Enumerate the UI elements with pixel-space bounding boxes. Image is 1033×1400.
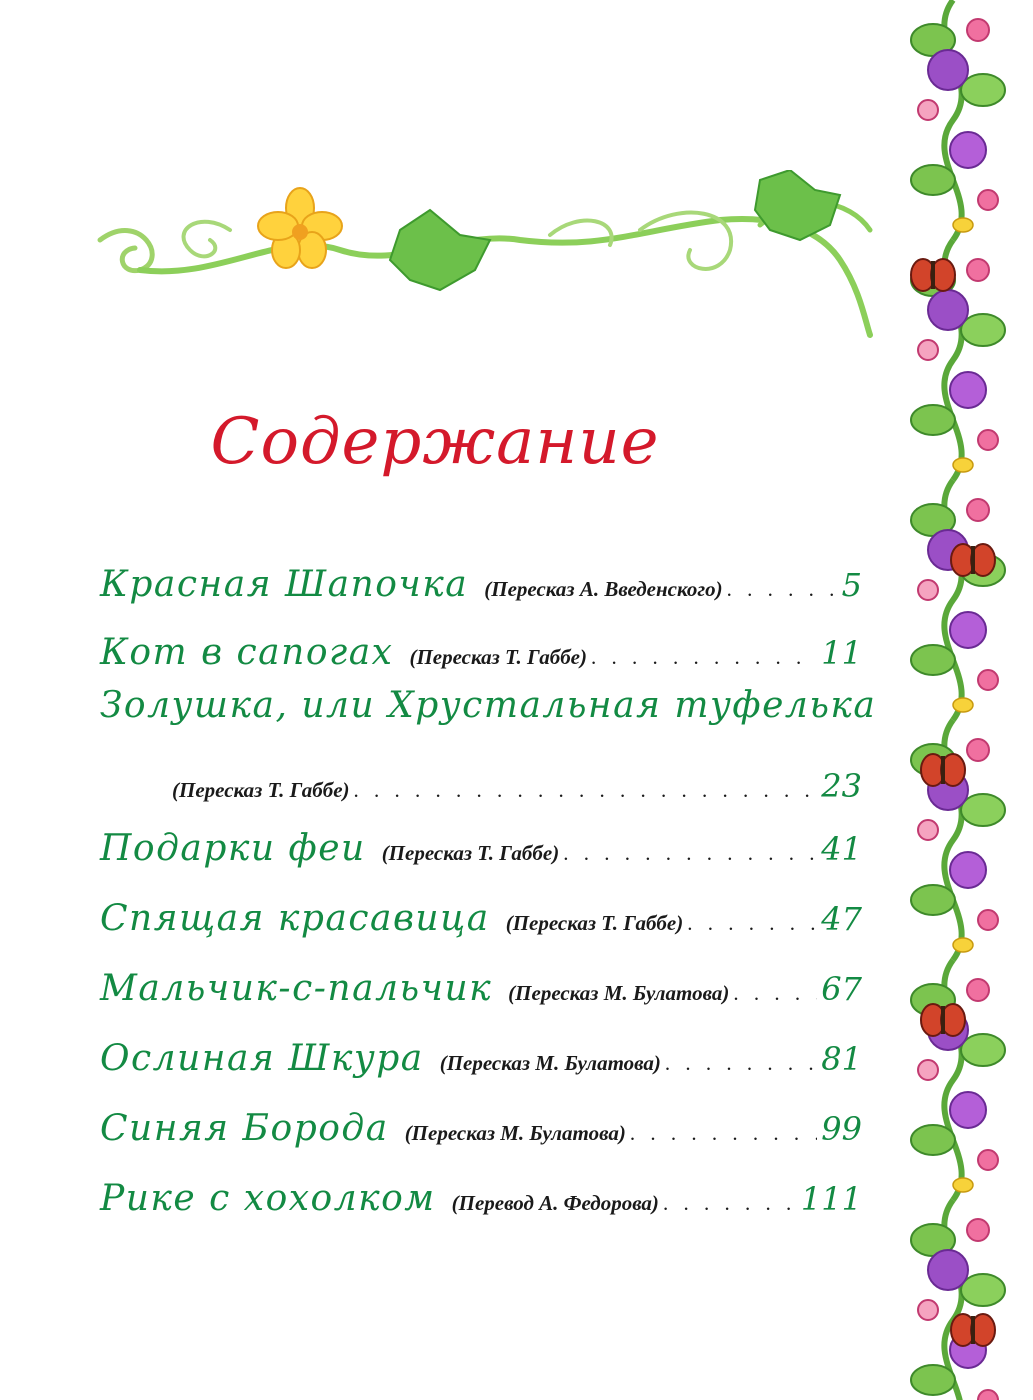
dot-leader	[687, 911, 817, 936]
story-title: Мальчик-с-пальчик	[100, 968, 493, 1009]
story-title: Золушка, или Хрустальная туфелька	[100, 685, 877, 726]
page-number: 67	[821, 970, 862, 1008]
page-number: 81	[821, 1040, 862, 1078]
toc-entry[interactable]	[100, 1089, 862, 1149]
butterfly-icon	[911, 259, 955, 291]
dot-leader	[665, 1051, 817, 1076]
page-number: 41	[821, 830, 862, 868]
dot-leader	[733, 981, 817, 1006]
toc-entry[interactable]	[100, 1159, 862, 1219]
translator-note: (Пересказ М. Булатова)	[404, 1121, 626, 1145]
dot-leader	[727, 577, 838, 602]
toc-entry[interactable]	[100, 613, 862, 673]
translator-note: (Пересказ Т. Габбе)	[381, 841, 560, 865]
story-title: Ослиная Шкура	[100, 1038, 424, 1079]
dot-leader	[663, 1191, 797, 1216]
floral-border-icon	[903, 0, 1033, 1400]
toc-entry[interactable]	[100, 1019, 862, 1079]
page-number: 11	[821, 634, 862, 672]
vine-ornament-icon	[80, 170, 900, 350]
translator-note: (Пересказ А. Введенского)	[484, 577, 723, 601]
toc-entry[interactable]	[100, 949, 862, 1009]
story-title: Красная Шапочка	[100, 564, 469, 605]
leaf-icon	[755, 170, 840, 240]
translator-note: (Перевод А. Федорова)	[451, 1191, 659, 1215]
dot-leader	[354, 778, 818, 803]
butterfly-icon	[921, 754, 965, 786]
dot-leader	[591, 645, 817, 670]
toc-entry[interactable]	[100, 545, 862, 605]
dot-leader	[630, 1121, 817, 1146]
page-number: 47	[821, 900, 862, 938]
translator-note: (Пересказ М. Булатова)	[508, 981, 730, 1005]
page-title: Содержание	[210, 405, 660, 479]
page-number: 99	[821, 1110, 862, 1148]
leaf-icon	[390, 210, 490, 290]
translator-note: (Пересказ Т. Габбе)	[172, 778, 350, 802]
butterfly-icon	[951, 544, 995, 576]
story-title: Спящая красавица	[100, 898, 490, 939]
translator-note: (Пересказ Т. Габбе)	[409, 645, 587, 669]
story-title: Синяя Борода	[100, 1108, 389, 1149]
toc-entry[interactable]	[100, 685, 877, 805]
story-title: Подарки феи	[100, 828, 366, 869]
story-title: Кот в сапогах	[100, 632, 394, 673]
story-title: Рике с хохолком	[100, 1178, 436, 1219]
toc-entry[interactable]	[100, 809, 862, 869]
page-number: 23	[821, 767, 862, 805]
page-number: 5	[841, 566, 862, 604]
toc-entry[interactable]	[100, 879, 862, 939]
butterfly-icon	[921, 1004, 965, 1036]
page-number: 111	[800, 1180, 862, 1218]
dot-leader	[563, 841, 817, 866]
translator-note: (Пересказ Т. Габбе)	[505, 911, 684, 935]
butterfly-icon	[951, 1314, 995, 1346]
yellow-flower-icon	[258, 188, 342, 268]
translator-note: (Пересказ М. Булатова)	[439, 1051, 661, 1075]
